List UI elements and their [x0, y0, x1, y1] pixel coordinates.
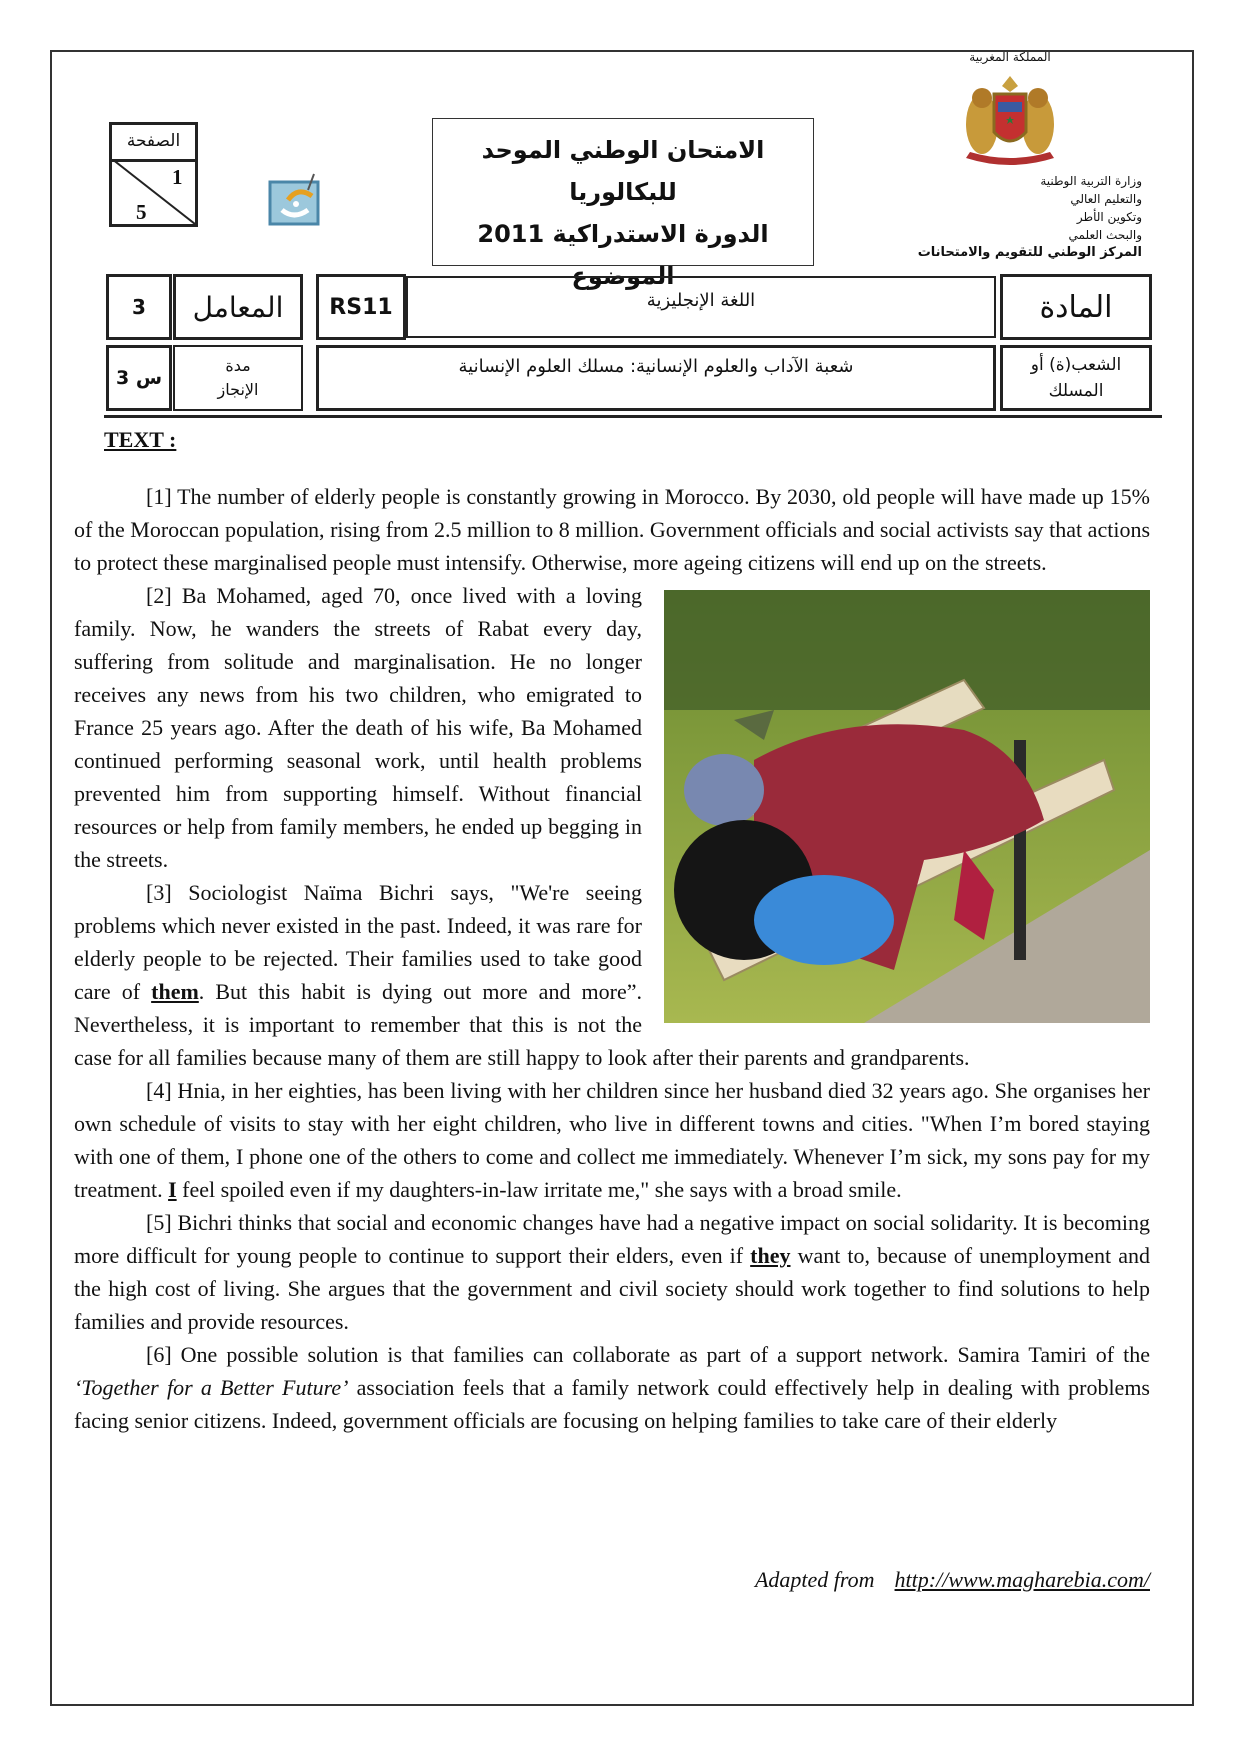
exam-subject-word: الموضوع [571, 262, 675, 290]
source-label: Adapted from [754, 1567, 875, 1592]
subject-label: المادة [1000, 274, 1152, 340]
reading-text [74, 480, 1150, 1437]
exam-title-box [432, 118, 814, 290]
source-citation [640, 1567, 1150, 1593]
paragraph-3-part-2: . But this habit is dying out more and more”. Nevertheless, it is important to remember that this is not the case for all families because many of them are still happy to look after their parents and grandparents. [74, 979, 970, 1070]
ministry-block [892, 172, 1142, 262]
paragraph-6-part-1: [6] One possible solution is that families can collaborate as part of a support network. Samira Tamiri of the [146, 1342, 1150, 1367]
paragraph-5-part-1: [5] Bichri thinks that social and economic changes have had a negative impact on social solidarity. It is becoming more difficult for young people to continue to support their elders, even if [74, 1210, 1150, 1268]
paragraph-2: [2] Ba Mohamed, aged 70, once lived with a loving family. Now, he wanders the streets of Rabat every day, suffering from solitude and marginalisation. He no longer receives any news from his two children, who emigrated to France 25 years ago. After the death of his wife, Ba Mohamed continued performing seasonal work, until health problems prevented him from supporting himself. Without financial resources or help from family members, he ended up begging in the streets. [74, 583, 642, 872]
paragraph-5-part-2: want to, because of unemployment and the high cost of living. She argues that the government and civil society should work together to find solutions to help families and provide resources. [74, 1243, 1150, 1334]
exam-title: الامتحان الوطني الموحد للبكالوريا [481, 136, 765, 206]
paragraph-4-part-2: feel spoiled even if my daughters-in-law irritate me," she says with a broad smile. [176, 1177, 902, 1202]
reference-word-them: them [151, 979, 199, 1004]
duration-value: 3 س [106, 345, 172, 411]
kingdom-name: المملكة المغربية [969, 50, 1051, 64]
photo-elderly-man-on-bench [664, 590, 1150, 1023]
coefficient-label: المعامل [173, 274, 303, 340]
header-divider [104, 415, 1162, 418]
paragraph-4-part-1: [4] Hnia, in her eighties, has been living with her children since her husband died 32 years ago. She organises her own schedule of visits to stay with her eight children, who live in different towns and cities. "When I’m bored staying with one of them, I phone one of the others to come and collect me immediately. Whenever I’m sick, my sons pay for my treatment. [74, 1078, 1150, 1202]
page-number: 1 [172, 165, 183, 189]
reference-word-i: I [168, 1177, 177, 1202]
page-box-diagonal [112, 159, 195, 224]
reference-word-they: they [750, 1243, 791, 1268]
royal-emblem-icon [958, 72, 1062, 172]
text-heading: TEXT : [104, 427, 177, 452]
page-total: 5 [136, 200, 147, 224]
ministry-line: والتعليم العالي [1070, 192, 1142, 206]
evaluation-center: المركز الوطني للتقويم والامتحانات [917, 245, 1142, 260]
duration-label: مدة الإنجاز [173, 345, 303, 411]
paragraph-4 [74, 1074, 1150, 1206]
paragraph-6-part-2: association feels that a family network could effectively help in dealing with problems facing senior citizens. Indeed, government officials are focusing on helping families to take care of their elderly [74, 1375, 1150, 1433]
paragraph-1: [1] The number of elderly people is constantly growing in Morocco. By 2030, old people will have made up 15% of the Moroccan population, rising from 2.5 million to 8 million. Government officials and social activists say that actions to protect these marginalised people must intensify. Otherwise, more ageing citizens will end up on the streets. [74, 484, 1150, 575]
paragraph-6 [74, 1338, 1150, 1437]
paragraph-3-part-1: [3] Sociologist Naïma Bichri says, "We're seeing problems which never existed in the past. Indeed, it was rare for elderly people to be rejected. Their families used to take good care of [74, 880, 642, 1004]
ministry-line: والبحث العلمي [1068, 228, 1142, 242]
ministry-line: وتكوين الأطر [1076, 210, 1142, 224]
subject-code: RS11 [316, 274, 406, 340]
source-link[interactable]: http://www.magharebia.com/ [894, 1567, 1150, 1592]
exam-center-logo-icon [268, 170, 330, 228]
coefficient-value: 3 [106, 274, 172, 340]
branch-name: شعبة الآداب والعلوم الإنسانية: مسلك العلوم الإنسانية [316, 345, 996, 411]
paragraph-5 [74, 1206, 1150, 1338]
page-label: الصفحة [112, 125, 195, 162]
subject-name: اللغة الإنجليزية [406, 276, 996, 338]
branch-label: الشعب(ة) أو المسلك [1000, 345, 1152, 411]
exam-session: الدورة الاستدراكية 2011 [477, 220, 769, 248]
ministry-line: وزارة التربية الوطنية [1040, 174, 1142, 188]
association-name: ‘Together for a Better Future’ [74, 1375, 349, 1400]
page-number-box [109, 122, 198, 227]
